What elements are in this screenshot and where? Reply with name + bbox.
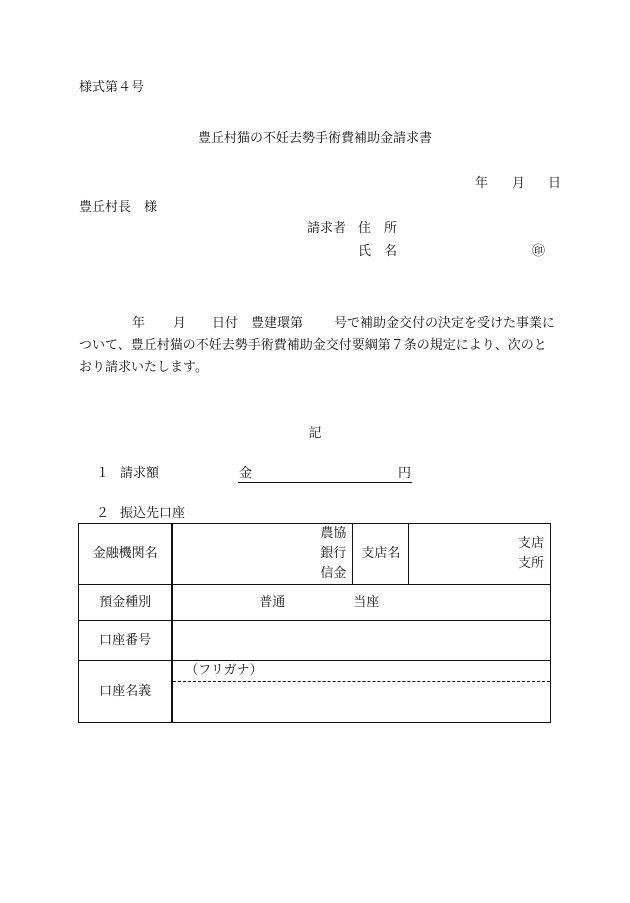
addressee: 豊丘村長 様 bbox=[79, 200, 158, 215]
bank-type-shinkin: 信金 bbox=[320, 566, 347, 581]
date-day-label: 日 bbox=[548, 176, 562, 191]
bank-type-nokyo: 農協 bbox=[320, 526, 347, 541]
account-number-field[interactable] bbox=[172, 621, 550, 661]
branch-label: 支店名 bbox=[353, 524, 409, 585]
account-name-field[interactable] bbox=[172, 661, 550, 723]
form-number: 様式第４号 bbox=[79, 80, 145, 95]
document-title: 豊丘村猫の不妊去勢手術費補助金請求書 bbox=[197, 131, 432, 146]
body-year: 年 bbox=[132, 316, 146, 331]
furigana-line[interactable]: （フリガナ） bbox=[173, 661, 550, 682]
branch-name-field[interactable] bbox=[409, 524, 551, 585]
seal-mark: ㊞ bbox=[532, 244, 546, 259]
account-holder-line[interactable] bbox=[173, 682, 550, 722]
item1-number: １ bbox=[96, 466, 110, 481]
item2-label: 振込先口座 bbox=[120, 506, 186, 521]
branch-type-shiten: 支店 bbox=[517, 536, 544, 551]
claim-amount-field[interactable] bbox=[238, 464, 412, 483]
date-month-label: 月 bbox=[512, 176, 526, 191]
item1-prefix: 金 bbox=[239, 466, 253, 481]
account-name-row bbox=[79, 661, 551, 723]
date-year-label: 年 bbox=[475, 176, 489, 191]
body-line3: おり請求いたします。 bbox=[79, 360, 208, 375]
deposit-option-toza[interactable]: 当座 bbox=[353, 595, 380, 610]
requester-label: 請求者 bbox=[307, 221, 347, 236]
body-day-ref: 日付 豊建環第 bbox=[212, 316, 304, 331]
item1-label: 請求額 bbox=[120, 466, 160, 481]
bank-type-ginko: 銀行 bbox=[320, 546, 347, 561]
bank-account-table bbox=[78, 523, 551, 723]
account-number-row bbox=[79, 621, 551, 661]
bank-row bbox=[79, 524, 551, 585]
name-label: 氏 名 bbox=[358, 244, 398, 259]
account-name-label: 口座名義 bbox=[79, 661, 173, 723]
deposit-row bbox=[79, 585, 551, 621]
item1-suffix: 円 bbox=[398, 466, 412, 481]
bank-label: 金融機関名 bbox=[79, 524, 173, 585]
deposit-type-field[interactable] bbox=[172, 585, 550, 621]
body-line2: ついて、豊丘村猫の不妊去勢手術費補助金交付要綱第７条の規定により、次のと bbox=[79, 338, 547, 353]
ki-heading: 記 bbox=[308, 426, 322, 441]
body-line1-rest: 号で補助金交付の決定を受けた事業に bbox=[334, 316, 556, 331]
item2-number: ２ bbox=[96, 506, 110, 521]
body-month: 月 bbox=[173, 316, 187, 331]
deposit-label: 預金種別 bbox=[79, 585, 173, 621]
deposit-option-futsu[interactable]: 普通 bbox=[259, 595, 286, 610]
bank-name-field[interactable] bbox=[172, 524, 353, 585]
address-label: 住 所 bbox=[358, 221, 398, 236]
account-number-label: 口座番号 bbox=[79, 621, 173, 661]
branch-type-shisho: 支所 bbox=[517, 556, 544, 571]
